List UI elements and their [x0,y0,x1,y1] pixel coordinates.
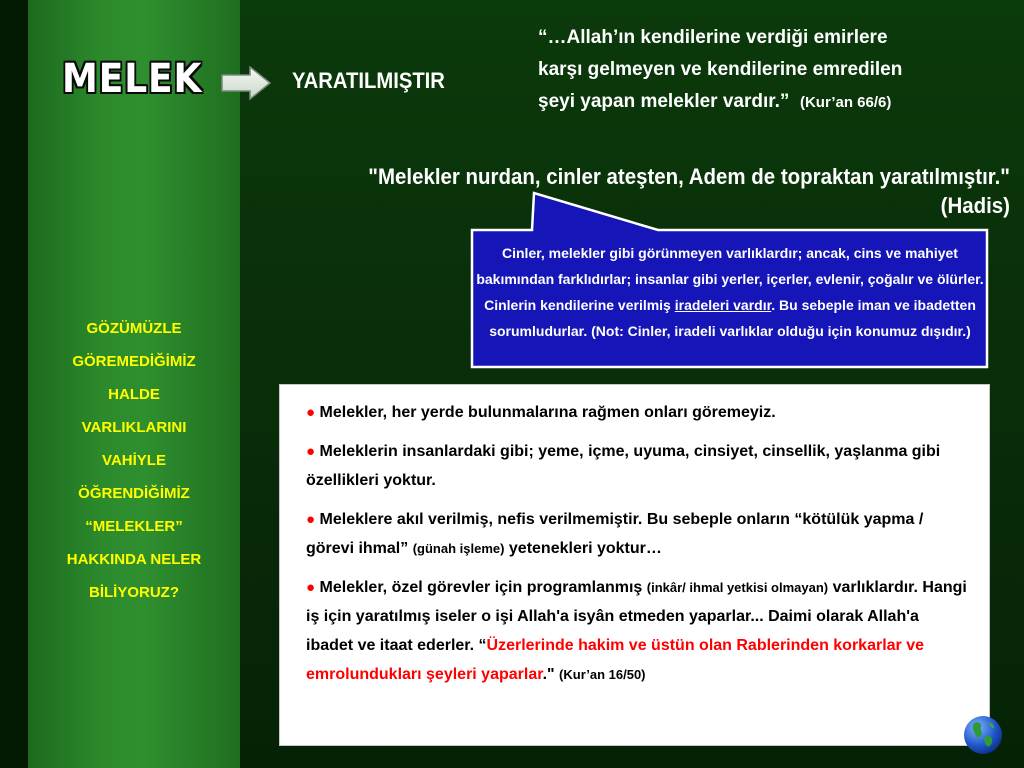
slide-title: MELEK [62,56,203,102]
bullet-text: Melekler, her yerde bulunmalarına rağmen onları göremeyiz. [319,404,776,421]
callout-text [476,240,984,344]
bullet-dot-icon: ● [306,443,316,460]
side-question-line: HAKKINDA NELER [66,551,202,568]
bullet-dot-icon: ● [306,404,316,421]
bullet-item [306,505,968,563]
bullet-text: varlıklardır. Hangi iş için yaratılmış iseler o işi Allah'a isyân etmeden yaparlar... Daimi olarak Allah'a ibadet ve itaat ederler. “ [306,579,967,654]
bullet-dot-icon: ● [306,511,316,528]
side-question-line: VAHİYLE [102,452,166,469]
side-question-line: HALDE [108,386,160,403]
bullet-dot-icon: ● [306,579,316,596]
right-arrow-icon [220,66,272,100]
side-question [34,312,234,609]
callout-note: (Not: Cinler, iradeli varlıklar olduğu için konumuz dışıdır.) [591,323,971,339]
created-label: YARATILMIŞTIR [292,68,445,93]
bullet-emphasis: Üzerlerinde hakim ve üstün olan Rablerinden korkarlar ve emrolundukları şeyleri yaparlar [306,637,925,683]
side-question-line: ÖĞRENDİĞİMİZ [78,485,190,502]
side-question-line: VARLIKLARINI [81,419,187,436]
bullet-item [306,437,968,495]
quote-line-2: karşı gelmeyen ve kendilerine emredilen [538,59,903,80]
globe-icon [962,714,1004,756]
quran-quote [538,22,998,119]
quote-reference: (Kur’an 66/6) [799,94,892,111]
hadis-reference: (Hadis) [940,193,1010,218]
bullet-text: Melekler, özel görevler için programlanmış [319,579,643,596]
quote-line-3 [538,86,998,119]
bullet-item [306,573,968,689]
left-dark-strip [0,0,28,768]
callout-part-1: Cinler, melekler gibi görünmeyen varlıklardır; ancak, cins ve mahiyet bakımından farklıdırlar; insanlar gibi yerler, içerler, evlenir, çoğalır ve ölürler. Cinlerin kendilerine verilmiş [476,245,984,313]
callout-part-2: . Bu sebeple iman ve ibadetten sorumludurlar. [489,297,976,339]
bullet-reference: (Kur’an 16/50) [559,667,646,682]
bullet-small-note: (günah işleme) [412,541,505,556]
callout-underlined: iradeleri vardır [674,297,772,313]
bullet-text: Meleklere akıl verilmiş, nefis verilmemiştir. Bu sebeple onların “kötülük yapma / görevi ihmal” [306,511,924,557]
hadis-text: "Melekler nurdan, cinler ateşten, Adem de topraktan yaratılmıştır." [368,164,1010,189]
bullet-text: ." [542,666,555,683]
quote-line-1: “…Allah’ın kendilerine verdiği emirlere [538,27,888,48]
side-question-line: GÖREMEDİĞİMİZ [72,353,196,370]
bullet-text: yetenekleri yoktur… [508,540,662,557]
side-question-line: GÖZÜMÜZLE [86,320,182,337]
bullet-list [306,398,968,699]
side-question-line: BİLİYORUZ? [89,584,179,601]
bullet-small-note: (inkâr/ ihmal yetkisi olmayan) [646,580,829,595]
side-question-line: “MELEKLER” [85,518,183,535]
bullet-item [306,398,968,427]
quote-line-3-text: şeyi yapan melekler vardır.” [538,91,790,112]
bullet-text: Meleklerin insanlardaki gibi; yeme, içme, uyuma, cinsiyet, cinsellik, yaşlanma gibi özellikleri yoktur. [306,443,941,489]
